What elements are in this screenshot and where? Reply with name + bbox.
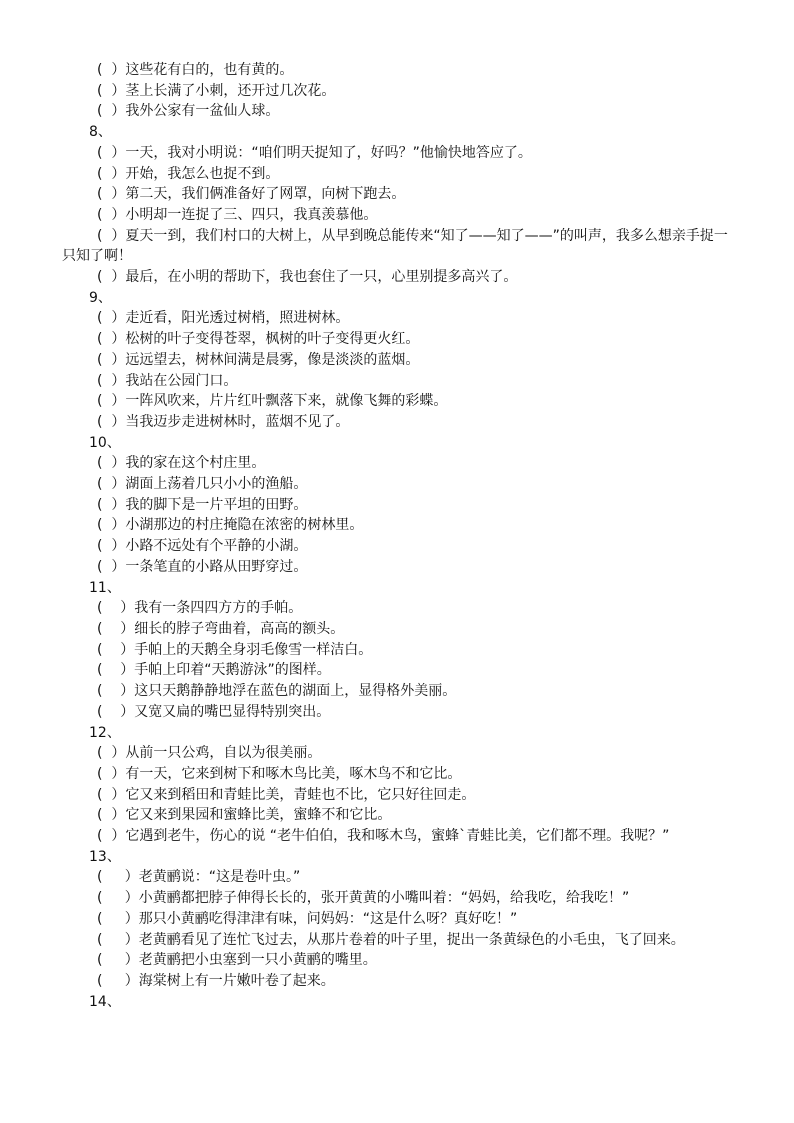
- ordering-item: ( ）第二天，我们俩准备好了网罩，向树下跑去。: [97, 186, 406, 203]
- ordering-item: ( ）一阵风吹来，片片红叶飘落下来，就像飞舞的彩蝶。: [97, 393, 448, 410]
- ordering-item: ( ）小路不远处有个平静的小湖。: [97, 538, 308, 555]
- ordering-item: ( ）小湖那边的村庄掩隐在浓密的树林里。: [97, 517, 364, 534]
- ordering-item: ( ）我外公家有一盆仙人球。: [97, 103, 280, 120]
- ordering-item: ( ）我的家在这个村庄里。: [97, 455, 266, 472]
- ordering-item: ( ）走近看，阳光透过树梢，照进树林。: [97, 310, 350, 327]
- ordering-item: ( ）一天，我对小明说：“咱们明天捉知了，好吗？”他愉快地答应了。: [97, 144, 532, 161]
- ordering-item: ( ）老黄鹂把小虫塞到一只小黄鹂的嘴里。: [97, 952, 377, 969]
- ordering-item: ( ）那只小黄鹂吃得津津有味，问妈妈：“这是什么呀？真好吃！”: [97, 910, 518, 927]
- ordering-item: ( ）最后，在小明的帮助下，我也套住了一只，心里别提多高兴了。: [97, 269, 518, 286]
- ordering-item: ( ）老黄鹂说：“这是卷叶虫。”: [97, 869, 301, 886]
- question-number: 12、: [89, 724, 121, 741]
- question-number: 14、: [89, 993, 121, 1010]
- ordering-item: ( ）它遇到老牛，伤心的说 “老牛伯伯，我和啄木鸟，蜜蜂`青蛙比美，它们都不理。我呢？”: [97, 828, 670, 845]
- ordering-item: ( ）茎上长满了小刺，还开过几次花。: [97, 82, 336, 99]
- ordering-item: ( ）松树的叶子变得苍翠，枫树的叶子变得更火红。: [97, 331, 420, 348]
- ordering-item: ( ）又宽又扁的嘴巴显得特别突出。: [97, 703, 331, 720]
- ordering-item: ( ）当我迈步走进树林时，蓝烟不见了。: [97, 413, 350, 430]
- ordering-item: ( ）开始，我怎么也捉不到。: [97, 165, 280, 182]
- question-number: 8、: [89, 124, 112, 141]
- ordering-item: ( ）这只天鹅静静地浮在蓝色的湖面上，显得格外美丽。: [97, 683, 457, 700]
- ordering-item: ( ）我有一条四四方方的手帕。: [97, 600, 303, 617]
- ordering-item: ( ）远远望去，树林间满是晨雾，像是淡淡的蓝烟。: [97, 351, 420, 368]
- ordering-item: ( ）夏天一到，我们村口的大树上，从早到晚总能传来“知了——知了——”的叫声，我多么想亲手捉一只知了啊！: [62, 227, 728, 265]
- ordering-item: ( ）海棠树上有一片嫩叶卷了起来。: [97, 972, 335, 989]
- ordering-item: ( ）有一天，它来到树下和啄木鸟比美，啄木鸟不和它比。: [97, 765, 462, 782]
- ordering-item: ( ）这些花有白的，也有黄的。: [97, 62, 294, 78]
- ordering-item: ( ）小明却一连捉了三、四只，我真羡慕他。: [97, 206, 378, 223]
- ordering-item: ( ）老黄鹂看见了连忙飞过去，从那片卷着的叶子里，捉出一条黄绿色的小毛虫，飞了回来。: [97, 931, 685, 948]
- ordering-item: ( ）我站在公园门口。: [97, 372, 238, 389]
- ordering-item: ( ）湖面上荡着几只小小的渔船。: [97, 476, 308, 493]
- ordering-item: ( ）我的脚下是一片平坦的田野。: [97, 496, 308, 513]
- question-number: 10、: [89, 434, 121, 451]
- ordering-item: ( ）从前一只公鸡，自以为很美丽。: [97, 745, 322, 762]
- ordering-item: ( ）小黄鹂都把脖子伸得长长的，张开黄黄的小嘴叫着：“妈妈，给我吃，给我吃！”: [97, 890, 630, 907]
- question-number: 11、: [89, 579, 121, 596]
- ordering-item: ( ）它又来到稻田和青蛙比美，青蛙也不比，它只好往回走。: [97, 786, 476, 803]
- question-number: 9、: [89, 289, 112, 306]
- ordering-item: ( ）一条笔直的小路从田野穿过。: [97, 558, 308, 575]
- question-number: 13、: [89, 848, 121, 865]
- ordering-item: ( ）手帕上的天鹅全身羽毛像雪一样洁白。: [97, 641, 373, 658]
- ordering-item: ( ）细长的脖子弯曲着，高高的额头。: [97, 620, 345, 637]
- ordering-item: ( ）它又来到果园和蜜蜂比美，蜜蜂不和它比。: [97, 807, 392, 824]
- ordering-item: ( ）手帕上印着“天鹅游泳”的图样。: [97, 662, 331, 679]
